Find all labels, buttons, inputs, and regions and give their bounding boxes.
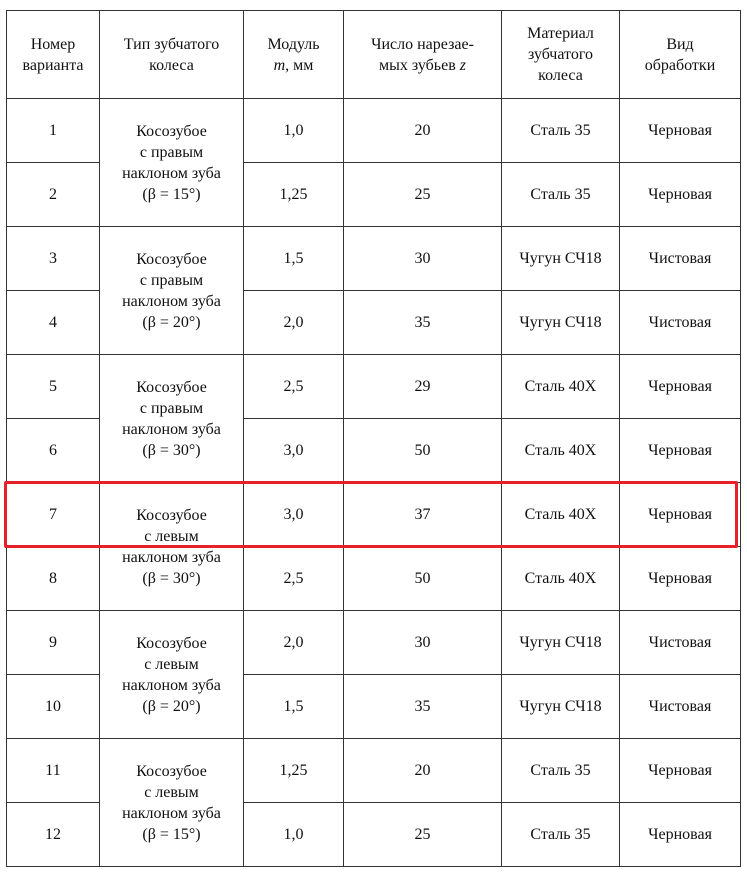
teeth-count: 50 [344, 547, 502, 611]
gear-type-cell: Косозубое с правым наклоном зуба (β = 30°) [100, 355, 244, 483]
gear-type-cell: Косозубое с правым наклоном зуба (β = 15°) [100, 99, 244, 227]
processing-value: Черновая [620, 99, 741, 163]
teeth-count: 35 [344, 291, 502, 355]
module-value: 1,0 [244, 99, 344, 163]
header-row [7, 11, 741, 99]
material-value: Сталь 40Х [502, 419, 620, 483]
gear-type-cell: Косозубое с левым наклоном зуба (β = 20°) [100, 611, 244, 739]
module-value: 1,25 [244, 739, 344, 803]
header-processing: Вид обработки [620, 11, 741, 99]
teeth-count: 50 [344, 419, 502, 483]
teeth-count: 25 [344, 163, 502, 227]
teeth-count: 30 [344, 611, 502, 675]
material-value: Чугун СЧ18 [502, 611, 620, 675]
processing-value: Черновая [620, 739, 741, 803]
table-row [7, 611, 741, 675]
processing-value: Черновая [620, 483, 741, 547]
processing-value: Черновая [620, 163, 741, 227]
variant-number: 9 [7, 611, 100, 675]
material-value: Сталь 40Х [502, 483, 620, 547]
material-value: Чугун СЧ18 [502, 227, 620, 291]
material-value: Сталь 35 [502, 803, 620, 867]
gear-variants-table [6, 10, 741, 867]
module-value: 1,0 [244, 803, 344, 867]
variant-number: 8 [7, 547, 100, 611]
gear-type-cell: Косозубое с левым наклоном зуба (β = 15°) [100, 739, 244, 867]
variant-number: 5 [7, 355, 100, 419]
module-value: 1,5 [244, 227, 344, 291]
variant-number: 4 [7, 291, 100, 355]
header-teeth: Число нарезае- мых зубьев z [344, 11, 502, 99]
material-value: Сталь 40Х [502, 355, 620, 419]
header-variant: Номер варианта [7, 11, 100, 99]
processing-value: Черновая [620, 419, 741, 483]
teeth-count: 29 [344, 355, 502, 419]
material-value: Сталь 40Х [502, 547, 620, 611]
module-value: 1,25 [244, 163, 344, 227]
teeth-count: 20 [344, 739, 502, 803]
teeth-count: 25 [344, 803, 502, 867]
table-row [7, 739, 741, 803]
table-row [7, 227, 741, 291]
material-value: Чугун СЧ18 [502, 675, 620, 739]
module-value: 1,5 [244, 675, 344, 739]
variant-number: 11 [7, 739, 100, 803]
variant-number: 12 [7, 803, 100, 867]
teeth-count: 20 [344, 99, 502, 163]
gear-type-cell: Косозубое с правым наклоном зуба (β = 20°) [100, 227, 244, 355]
module-symbol: m [273, 56, 286, 74]
processing-value: Чистовая [620, 611, 741, 675]
processing-value: Черновая [620, 355, 741, 419]
teeth-count: 37 [344, 483, 502, 547]
processing-value: Черновая [620, 803, 741, 867]
module-value: 2,0 [244, 611, 344, 675]
module-value: 3,0 [244, 483, 344, 547]
material-value: Сталь 35 [502, 739, 620, 803]
material-value: Сталь 35 [502, 163, 620, 227]
processing-value: Чистовая [620, 291, 741, 355]
table-row [7, 355, 741, 419]
processing-value: Чистовая [620, 227, 741, 291]
module-value: 2,5 [244, 547, 344, 611]
teeth-symbol: z [459, 56, 466, 74]
variant-number: 7 [7, 483, 100, 547]
table-row [7, 483, 741, 547]
processing-value: Черновая [620, 547, 741, 611]
material-value: Сталь 35 [502, 99, 620, 163]
variant-number: 2 [7, 163, 100, 227]
teeth-count: 35 [344, 675, 502, 739]
variant-number: 10 [7, 675, 100, 739]
header-module: Модуль m, мм [244, 11, 344, 99]
module-value: 2,5 [244, 355, 344, 419]
variant-number: 6 [7, 419, 100, 483]
module-value: 3,0 [244, 419, 344, 483]
variant-number: 3 [7, 227, 100, 291]
header-gear-type: Тип зубчатого колеса [100, 11, 244, 99]
gear-type-cell: Косозубое с левым наклоном зуба (β = 30°) [100, 483, 244, 611]
processing-value: Чистовая [620, 675, 741, 739]
teeth-count: 30 [344, 227, 502, 291]
material-value: Чугун СЧ18 [502, 291, 620, 355]
variant-number: 1 [7, 99, 100, 163]
module-value: 2,0 [244, 291, 344, 355]
header-material: Материал зубчатого колеса [502, 11, 620, 99]
table-row [7, 99, 741, 163]
